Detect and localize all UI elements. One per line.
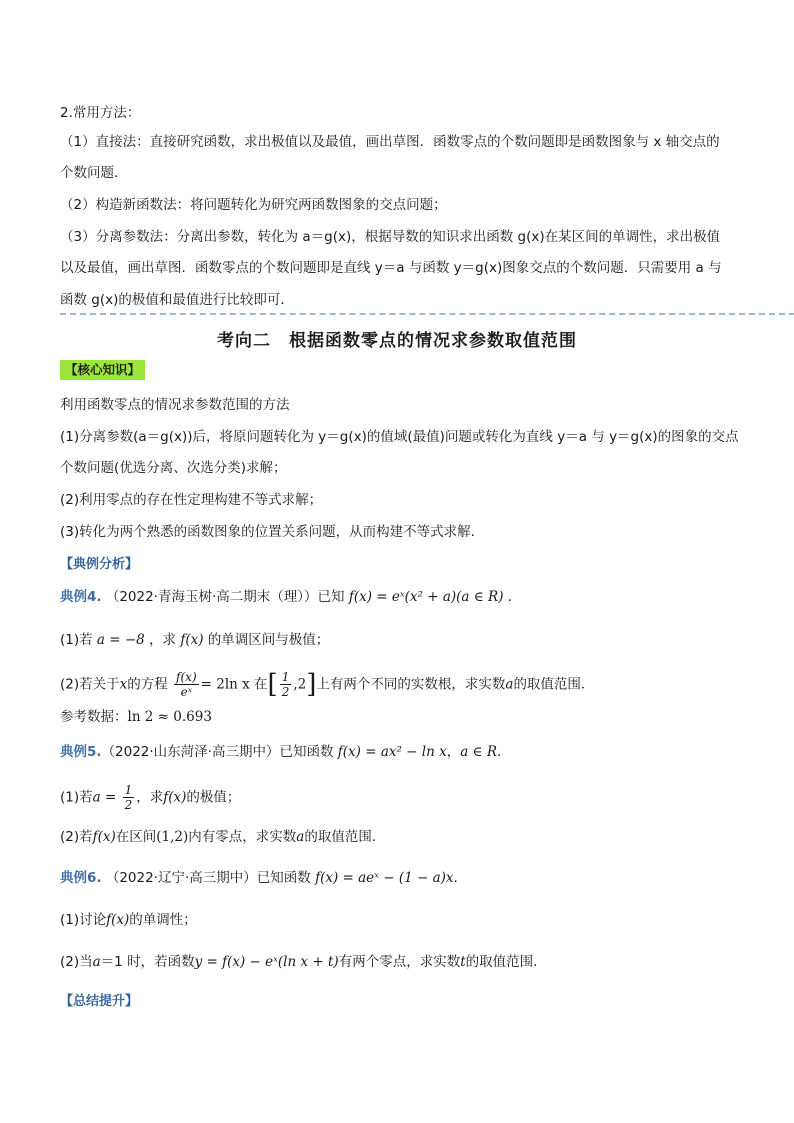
core-point-1-line-1: (1)分离参数(a＝g(x))后，将原问题转化为 y＝g(x)的值域(最值)问题或转化为直线 y＝a 与 y＝g(x)的图象的交点 <box>60 429 739 445</box>
core-point-1-line-2: 个数问题(优选分离、次选分类)求解； <box>60 460 287 476</box>
q-text: 内有零点，求实数 <box>188 829 297 845</box>
example-6-end: ． <box>453 870 468 886</box>
q-prefix: (2)若关于 <box>60 676 120 693</box>
example-4-end: ． <box>507 589 522 605</box>
q-text: 的极值； <box>186 789 241 806</box>
math-var: a <box>296 829 305 845</box>
value-fraction <box>123 783 135 812</box>
q-prefix: (2)当 <box>60 954 93 970</box>
example-5-formula: f(x) = ax² − ln x <box>337 744 447 760</box>
example-6-question-1 <box>60 910 197 930</box>
example-4-question-1 <box>60 630 329 650</box>
interval-fraction <box>280 670 292 699</box>
core-intro: 利用函数零点的情况求参数范围的方法 <box>60 397 290 413</box>
example-5-question-1 <box>60 783 240 812</box>
example-4-formula: f(x) = eˣ(x² + a)(a ∈ R) <box>348 589 504 605</box>
example-4-statement <box>60 587 521 607</box>
method-3-line-3: 函数 g(x)的极值和最值进行比较即可． <box>60 292 294 308</box>
separator: ， <box>446 744 461 760</box>
summary-tag: 【总结提升】 <box>60 994 139 1009</box>
q-text: ，求 <box>149 632 177 648</box>
q-text: 的取值范围. <box>304 829 377 845</box>
method-1-line-1: （1）直接法：直接研究函数，求出极值以及最值，画出草图．函数零点的个数问题即是函数图象与 x 轴交点的 <box>60 134 720 150</box>
math-var: a <box>92 954 101 970</box>
equation-fraction <box>174 670 199 699</box>
math-function: y = f(x) − eˣ(ln x + t) <box>194 954 339 970</box>
example-6-statement <box>60 868 467 888</box>
q-text: 的方程 <box>127 676 168 693</box>
math-function: f(x) <box>163 789 187 806</box>
example-5-label: 典例5. <box>60 744 102 760</box>
example-5-source: （2022·山东菏泽·高三期中）已知函数 <box>101 744 334 760</box>
example-4-source: （2022·青海玉树·高二期末（理））已知 <box>105 589 345 605</box>
example-4-question-2 <box>60 670 594 699</box>
math-interval: (1,2) <box>156 829 189 845</box>
fraction-numerator: 1 <box>281 670 290 684</box>
q-prefix: (1)若 <box>60 632 93 648</box>
bracket-right: ] <box>306 669 317 700</box>
example-5-statement <box>60 742 511 762</box>
q-text: 在区间 <box>115 829 157 845</box>
q-text: 有两个零点，求实数 <box>338 954 461 970</box>
q-text: ＝1 时，若函数 <box>100 954 195 970</box>
math-condition: a = −8 <box>96 632 145 648</box>
q-text: 的取值范围． <box>465 954 547 970</box>
interval-right: ,2 <box>293 676 307 693</box>
example-5-question-2 <box>60 827 376 847</box>
method-3-line-1: （3）分离参数法：分离出参数，转化为 a＝g(x)，根据导数的知识求出函数 g(x)在某区间的单调性，求出极值 <box>60 229 721 245</box>
core-point-2: (2)利用零点的存在性定理构建不等式求解； <box>60 492 323 508</box>
core-point-3: (3)转化为两个熟悉的函数图象的位置关系问题，从而构建不等式求解. <box>60 524 475 540</box>
core-knowledge-tag: 【核心知识】 <box>60 360 145 380</box>
methods-heading: 2.常用方法： <box>60 105 141 121</box>
math-var: t <box>460 954 466 970</box>
equation-rhs: = 2ln x <box>200 676 250 693</box>
q-prefix: (1)若 <box>60 789 93 806</box>
fraction-denominator: 2 <box>281 685 290 699</box>
section-title: 考向二 根据函数零点的情况求参数取值范围 <box>217 331 577 351</box>
fraction-denominator: 2 <box>124 798 133 812</box>
q-text: 的单调区间与极值； <box>207 632 330 648</box>
q-text: ，求 <box>136 789 164 806</box>
fraction-denominator: eˣ <box>180 685 193 699</box>
example-6-label: 典例6. <box>60 870 102 886</box>
q-text: 上有两个不同的实数根，求实数 <box>316 676 506 693</box>
math-condition: a = <box>92 789 117 806</box>
example-5-domain: a ∈ R <box>460 744 498 760</box>
fraction-numerator: 1 <box>124 783 133 797</box>
q-text: 的取值范围． <box>513 676 595 693</box>
math-function: f(x) <box>180 632 204 648</box>
bracket-left: [ <box>267 669 278 700</box>
math-var: a <box>505 676 514 693</box>
math-function: f(x) <box>92 829 116 845</box>
q-prefix: (2)若 <box>60 829 93 845</box>
method-2: （2）构造新函数法：将问题转化为研究两函数图象的交点问题； <box>60 197 447 213</box>
example-analysis-tag: 【典例分析】 <box>60 557 139 572</box>
q-text: 的单调性； <box>129 912 197 928</box>
example-4-reference <box>60 707 212 727</box>
method-1-line-2: 个数问题． <box>60 165 128 181</box>
math-function: f(x) <box>106 912 130 928</box>
q-text: 在 <box>254 676 268 693</box>
example-6-question-2 <box>60 952 547 972</box>
method-3-line-2: 以及最值，画出草图．函数零点的个数问题即是直线 y＝a 与函数 y＝g(x)图象交点的个数问题．只需要用 a 与 <box>60 260 722 276</box>
example-6-source: （2022·辽宁·高三期中）已知函数 <box>105 870 311 886</box>
reference-label: 参考数据： <box>60 709 128 725</box>
example-5-end: ． <box>497 744 511 760</box>
example-6-formula: f(x) = aeˣ − (1 − a)x <box>315 870 454 886</box>
math-var: x <box>119 676 128 693</box>
reference-value: ln 2 ≈ 0.693 <box>127 709 212 725</box>
q-prefix: (1)讨论 <box>60 912 107 928</box>
example-4-label: 典例4. <box>60 589 102 605</box>
section-divider <box>60 313 794 315</box>
fraction-numerator: f(x) <box>176 670 197 684</box>
